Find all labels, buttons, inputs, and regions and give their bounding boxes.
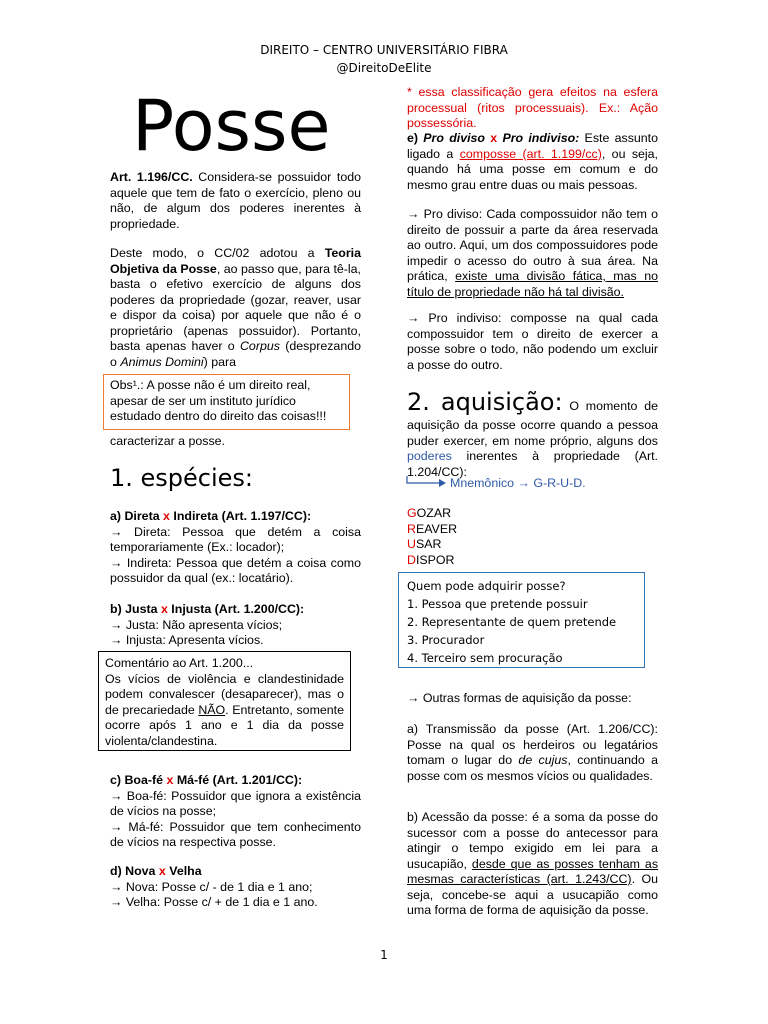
transmissao-text-1: a) Transmissão da posse (Art. 1.206/CC): Posse na qual os herdeiros ou legatários tomam o lugar do — [407, 722, 658, 767]
obs-box — [103, 374, 350, 430]
grud-rest: SAR — [415, 537, 442, 551]
art-1196-text: Considera-se possuidor todo aquele que tem de fato o exercício, pleno ou não, de algum dos poderes inerentes à propriedade. — [110, 170, 361, 231]
especies-heading: 1. espécies: — [110, 464, 254, 492]
quem-pode-item: 4. Terceiro sem procuração — [407, 651, 563, 665]
grud-list — [407, 506, 457, 568]
especie-e — [407, 131, 658, 193]
especie-d-x: x — [158, 864, 166, 878]
aquisicao-text-1: O momento de aquisição da posse ocorre quando a pessoa puder exercer, em nome próprio, alguns dos — [407, 399, 658, 448]
especie-e-text-1: Este assunto ligado a — [407, 131, 659, 161]
especie-d-h1: d) Nova — [110, 864, 159, 878]
quem-pode-item: 2. Representante de quem pretende — [407, 615, 617, 629]
outras-formas-text: → Outras formas de aquisição da posse: — [407, 691, 632, 705]
grud-item — [407, 506, 457, 522]
especie-a-line2: → Indireta: Pessoa que detém a coisa como possuidor da qual (ex.: locatário). — [110, 555, 361, 585]
teoria-text-2: , ao passo que, para tê-la, basta o efetivo exercício de alguns dos poderes da propriedade (gozar, reaver, usar e dispor da coisa) por aquele que não é o proprietário (apenas possuidor). Portanto, basta apenas haver o — [110, 261, 361, 353]
especie-a-h2: Indireta (Art. 1.197/CC): — [169, 509, 312, 523]
especie-b-line2: → Injusta: Apresenta vícios. — [110, 633, 264, 647]
teoria-text-3: (desprezando o — [110, 339, 361, 369]
page-number: 1 — [380, 948, 388, 962]
pro-indiviso-paragraph: → Pro indiviso: composse na qual cada compossuidor tem o direito de exercer a posse sobre o todo, não podendo um excluir a posse do outro. — [407, 311, 658, 372]
grud-rest: OZAR — [416, 506, 452, 520]
especie-e-h1: e) — [407, 131, 424, 145]
header-line2: @DireitoDeElite — [336, 61, 432, 75]
poderes-word: poderes — [407, 449, 452, 463]
especie-d-line2: → Velha: Posse c/ + de 1 dia e 1 ano. — [110, 895, 318, 909]
especie-c-h1: c) Boa-fé — [110, 773, 167, 787]
especie-a-line1: → Direta: Pessoa que detém a coisa temporariamente (Ex.: locador); — [110, 524, 361, 554]
grud-item — [407, 522, 457, 538]
grud-item — [407, 553, 457, 569]
especie-c-line1: → Boa-fé: Possuidor que ignora a existência de vícios na posse; — [110, 788, 361, 818]
especie-e-x: x — [485, 131, 503, 145]
especie-c-h2: Má-fé (Art. 1.201/CC): — [173, 773, 303, 787]
especie-d — [110, 864, 361, 911]
teoria-animus: Animus Domini — [120, 354, 204, 369]
art-1196-ref: Art. 1.196/CC. — [110, 170, 193, 184]
especie-c-x: x — [166, 773, 174, 787]
acessao-text-2: . Ou seja, concebe-se aqui a usucapião como uma forma de forma de aquisição da posse. — [407, 872, 658, 917]
mnemonico-text: Mnemônico → G-R-U-D. — [450, 476, 586, 490]
composse-link[interactable]: composse (art. 1.199/cc) — [459, 146, 602, 161]
pro-diviso-underlined: existe uma divisão fática, mas no título de propriedade não há tal divisão. — [407, 269, 658, 299]
transmissao-paragraph — [407, 722, 658, 784]
page-title: Posse — [132, 85, 331, 167]
caracterizar-text: caracterizar a posse. — [110, 434, 226, 448]
teoria-paragraph — [110, 246, 361, 370]
aquisicao-paragraph — [407, 386, 658, 480]
grud-letter: U — [407, 537, 416, 551]
especie-b — [110, 602, 361, 649]
especie-e-prodiviso: Pro diviso — [423, 131, 486, 145]
transmissao-text-2: , continuando a posse com os mesmos vícios ou qualidades. — [407, 753, 658, 783]
especie-e-proindiviso: Pro indiviso: — [502, 131, 580, 145]
quem-pode-box — [398, 572, 645, 668]
teoria-text-1: Deste modo, o CC/02 adotou a — [110, 246, 325, 260]
comentario-text-a: Os vícios de violência e clandestinidade podem convalescer (desaparecer), mas o de precariedade — [105, 671, 344, 717]
art-1196-paragraph — [110, 170, 361, 232]
obs-text: Obs¹.: A posse não é um direito real, apesar de ser um instituto jurídico estudado dentro do direito das coisas!!! — [110, 378, 327, 423]
especie-e-text-2: , ou seja, quando há uma posse em comum e do mesmo grau entre duas ou mais pessoas. — [407, 146, 658, 192]
quem-pode-item: 3. Procurador — [407, 633, 485, 647]
pro-diviso-paragraph — [407, 207, 658, 300]
especie-d-h2: Velha — [165, 864, 202, 878]
especie-b-line1: → Justa: Não apresenta vícios; — [110, 617, 283, 632]
especie-a — [110, 509, 361, 587]
especie-b-h2: Injusta (Art. 1.200/CC): — [167, 602, 305, 616]
grud-rest: ISPOR — [415, 552, 455, 567]
pro-diviso-text: → Pro diviso: Cada compossuidor não tem o direito de possuir a parte da área reservada ao outro. Aqui, um dos compossuidores pode impedir o acesso do outro à sua área. Na prática, — [407, 207, 658, 283]
especie-c-line2: → Má-fé: Possuidor que tem conhecimento de vícios na respectiva posse. — [110, 819, 361, 849]
mnemonic-connector-arrow — [405, 474, 451, 490]
especie-a-h1: a) Direta — [110, 509, 164, 523]
classificacao-note: * essa classificação gera efeitos na esfera processual (ritos processuais). Ex.: Ação possessória. — [407, 85, 658, 130]
aquisicao-heading: 2. aquisição: — [407, 388, 563, 416]
grud-letter: R — [407, 521, 416, 536]
especie-c — [110, 773, 361, 851]
grud-letter: G — [407, 506, 417, 520]
especie-b-h1: b) Justa — [110, 602, 161, 616]
acessao-paragraph — [407, 810, 658, 919]
grud-letter: D — [407, 552, 416, 567]
teoria-bold: Teoria Objetiva da Posse — [110, 246, 361, 276]
comentario-nao: NÃO — [198, 702, 226, 717]
comentario-box — [98, 651, 351, 751]
header-line1: DIREITO – CENTRO UNIVERSITÁRIO FIBRA — [260, 43, 508, 57]
quem-pode-title: Quem pode adquirir posse? — [407, 579, 566, 593]
especie-a-x: x — [163, 509, 170, 523]
comentario-title: Comentário ao Art. 1.200... — [105, 656, 254, 670]
especie-b-x: x — [160, 602, 168, 616]
grud-rest: EAVER — [415, 521, 458, 536]
aquisicao-text-2: inerentes à propriedade (Art. 1.204/CC): — [407, 449, 658, 479]
grud-item — [407, 537, 457, 553]
teoria-text-4: ) para — [203, 354, 237, 369]
quem-pode-item: 1. Pessoa que pretende possuir — [407, 597, 588, 611]
de-cujus: de cujus — [518, 753, 568, 767]
especie-d-line1: → Nova: Posse c/ - de 1 dia e 1 ano; — [110, 879, 313, 894]
teoria-corpus: Corpus — [239, 339, 280, 353]
comentario-text-b: . Entretanto, somente ocorre após 1 ano e 1 dia da posse violenta/clandestina. — [105, 702, 345, 748]
acessao-underlined: desde que as posses tenham as mesmas características (art. 1.243/CC) — [407, 856, 659, 886]
acessao-text-1: b) Acessão da posse: é a soma da posse do sucessor com a posse do antecessor para atingir o tempo exigido em lei para a usucapião, — [407, 810, 658, 871]
